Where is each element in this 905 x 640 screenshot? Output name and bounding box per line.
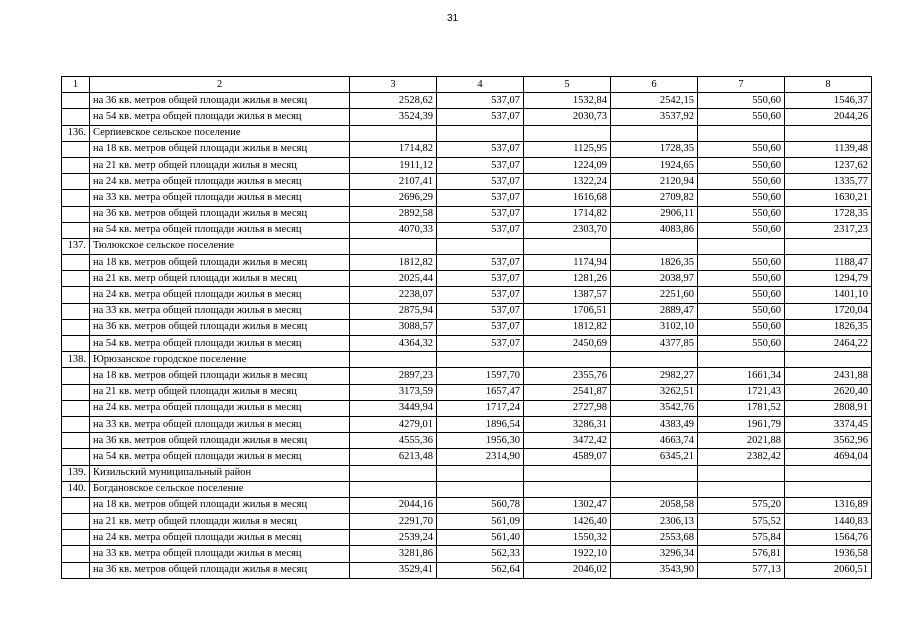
value-cell: 3286,31: [524, 416, 611, 432]
value-cell: [611, 125, 698, 141]
value-cell: 537,07: [437, 206, 524, 222]
value-cell: 550,60: [698, 336, 785, 352]
value-cell: 6213,48: [350, 449, 437, 465]
row-label: на 33 кв. метра общей площади жилья в месяц: [90, 190, 350, 206]
value-cell: 2120,94: [611, 174, 698, 190]
row-label: Кизильский муниципальный район: [90, 465, 350, 481]
row-number: 137.: [62, 238, 90, 254]
value-cell: 2539,24: [350, 530, 437, 546]
value-cell: 3562,96: [785, 433, 872, 449]
column-number: 1: [62, 77, 90, 93]
value-cell: [437, 481, 524, 497]
value-cell: 1812,82: [350, 255, 437, 271]
value-cell: 1426,40: [524, 514, 611, 530]
table-row: [62, 352, 872, 368]
row-number: [62, 190, 90, 206]
value-cell: 550,60: [698, 319, 785, 335]
value-cell: 1728,35: [611, 141, 698, 157]
value-cell: 1922,10: [524, 546, 611, 562]
table-row: [62, 336, 872, 352]
value-cell: 561,09: [437, 514, 524, 530]
value-cell: 2528,62: [350, 93, 437, 109]
value-cell: 1139,48: [785, 141, 872, 157]
value-cell: 2060,51: [785, 562, 872, 578]
value-cell: 1237,62: [785, 157, 872, 173]
value-cell: 2021,88: [698, 433, 785, 449]
row-number: [62, 174, 90, 190]
value-cell: 3543,90: [611, 562, 698, 578]
value-cell: 1936,58: [785, 546, 872, 562]
table-row: [62, 465, 872, 481]
table-row: [62, 125, 872, 141]
row-label: на 36 кв. метров общей площади жилья в месяц: [90, 93, 350, 109]
value-cell: 1911,12: [350, 157, 437, 173]
value-cell: 1281,26: [524, 271, 611, 287]
row-number: [62, 562, 90, 578]
value-cell: 4279,01: [350, 416, 437, 432]
value-cell: 2875,94: [350, 303, 437, 319]
value-cell: [350, 465, 437, 481]
value-cell: 3524,39: [350, 109, 437, 125]
value-cell: [524, 465, 611, 481]
table-row: [62, 368, 872, 384]
value-cell: 2696,29: [350, 190, 437, 206]
value-cell: [698, 465, 785, 481]
value-cell: 1616,68: [524, 190, 611, 206]
value-cell: 2553,68: [611, 530, 698, 546]
value-cell: 2046,02: [524, 562, 611, 578]
value-cell: 550,60: [698, 206, 785, 222]
row-number: 139.: [62, 465, 90, 481]
value-cell: 1335,77: [785, 174, 872, 190]
value-cell: 1720,04: [785, 303, 872, 319]
table-row: [62, 514, 872, 530]
value-cell: 537,07: [437, 271, 524, 287]
value-cell: 537,07: [437, 319, 524, 335]
row-number: [62, 255, 90, 271]
column-number: 4: [437, 77, 524, 93]
row-number: 140.: [62, 481, 90, 497]
value-cell: 2464,22: [785, 336, 872, 352]
row-label: на 21 кв. метр общей площади жилья в месяц: [90, 271, 350, 287]
value-cell: 2355,76: [524, 368, 611, 384]
row-label: на 54 кв. метра общей площади жилья в месяц: [90, 109, 350, 125]
row-label: на 21 кв. метр общей площади жилья в месяц: [90, 514, 350, 530]
value-cell: 537,07: [437, 287, 524, 303]
value-cell: 1322,24: [524, 174, 611, 190]
value-cell: [350, 238, 437, 254]
value-cell: 1532,84: [524, 93, 611, 109]
value-cell: [524, 238, 611, 254]
value-cell: 3449,94: [350, 400, 437, 416]
value-cell: 4694,04: [785, 449, 872, 465]
row-number: [62, 400, 90, 416]
value-cell: 2251,60: [611, 287, 698, 303]
value-cell: 3374,45: [785, 416, 872, 432]
row-label: на 18 кв. метров общей площади жилья в месяц: [90, 255, 350, 271]
value-cell: [524, 125, 611, 141]
value-cell: 1961,79: [698, 416, 785, 432]
table-row: [62, 562, 872, 578]
row-label: Тюлюкское сельское поселение: [90, 238, 350, 254]
table-row: [62, 384, 872, 400]
value-cell: 1714,82: [350, 141, 437, 157]
value-cell: 1224,09: [524, 157, 611, 173]
value-cell: 3529,41: [350, 562, 437, 578]
row-number: [62, 530, 90, 546]
table-row: [62, 255, 872, 271]
value-cell: 560,78: [437, 497, 524, 513]
value-cell: [698, 481, 785, 497]
value-cell: 550,60: [698, 141, 785, 157]
table-row: [62, 206, 872, 222]
row-label: Юрюзанское городское поселение: [90, 352, 350, 368]
value-cell: 3102,10: [611, 319, 698, 335]
value-cell: 1546,37: [785, 93, 872, 109]
value-cell: 550,60: [698, 190, 785, 206]
value-cell: 2291,70: [350, 514, 437, 530]
value-cell: 2808,91: [785, 400, 872, 416]
value-cell: 3088,57: [350, 319, 437, 335]
value-cell: [437, 352, 524, 368]
row-label: на 24 кв. метра общей площади жилья в месяц: [90, 174, 350, 190]
value-cell: 2306,13: [611, 514, 698, 530]
value-cell: 2897,23: [350, 368, 437, 384]
value-cell: 1125,95: [524, 141, 611, 157]
value-cell: 2025,44: [350, 271, 437, 287]
row-label: на 36 кв. метров общей площади жилья в месяц: [90, 206, 350, 222]
row-label: на 54 кв. метра общей площади жилья в месяц: [90, 336, 350, 352]
value-cell: 1826,35: [611, 255, 698, 271]
value-cell: 550,60: [698, 287, 785, 303]
row-number: [62, 416, 90, 432]
value-cell: 3537,92: [611, 109, 698, 125]
value-cell: 2382,42: [698, 449, 785, 465]
value-cell: 537,07: [437, 93, 524, 109]
value-cell: 537,07: [437, 109, 524, 125]
row-number: [62, 222, 90, 238]
value-cell: [524, 352, 611, 368]
value-cell: [437, 238, 524, 254]
row-label: на 24 кв. метра общей площади жилья в месяц: [90, 400, 350, 416]
value-cell: 2314,90: [437, 449, 524, 465]
page-number: 31: [446, 13, 459, 24]
value-cell: [437, 465, 524, 481]
column-number: 3: [350, 77, 437, 93]
value-cell: 537,07: [437, 336, 524, 352]
value-cell: [785, 238, 872, 254]
value-cell: 2044,26: [785, 109, 872, 125]
value-cell: [785, 465, 872, 481]
value-cell: 537,07: [437, 174, 524, 190]
row-label: на 18 кв. метров общей площади жилья в месяц: [90, 497, 350, 513]
value-cell: 575,20: [698, 497, 785, 513]
value-cell: 1440,83: [785, 514, 872, 530]
value-cell: 2431,88: [785, 368, 872, 384]
row-number: [62, 433, 90, 449]
value-cell: 3542,76: [611, 400, 698, 416]
value-cell: 537,07: [437, 255, 524, 271]
table-row: [62, 109, 872, 125]
row-number: [62, 206, 90, 222]
value-cell: 576,81: [698, 546, 785, 562]
value-cell: 1721,43: [698, 384, 785, 400]
table-row: [62, 481, 872, 497]
value-cell: 2709,82: [611, 190, 698, 206]
value-cell: [611, 352, 698, 368]
table-body: [62, 93, 872, 579]
value-cell: 550,60: [698, 157, 785, 173]
value-cell: 4083,86: [611, 222, 698, 238]
value-cell: 1657,47: [437, 384, 524, 400]
value-cell: 550,60: [698, 93, 785, 109]
value-cell: 550,60: [698, 255, 785, 271]
value-cell: 3472,42: [524, 433, 611, 449]
value-cell: [350, 352, 437, 368]
row-number: [62, 303, 90, 319]
value-cell: 2317,23: [785, 222, 872, 238]
row-label: на 36 кв. метров общей площади жилья в месяц: [90, 433, 350, 449]
value-cell: 4589,07: [524, 449, 611, 465]
value-cell: 1896,54: [437, 416, 524, 432]
value-cell: 2906,11: [611, 206, 698, 222]
value-cell: 3296,34: [611, 546, 698, 562]
row-label: на 18 кв. метров общей площади жилья в месяц: [90, 368, 350, 384]
table-row: [62, 238, 872, 254]
value-cell: 1661,34: [698, 368, 785, 384]
value-cell: 1174,94: [524, 255, 611, 271]
value-cell: 550,60: [698, 109, 785, 125]
value-cell: 2044,16: [350, 497, 437, 513]
row-label: на 36 кв. метров общей площади жилья в месяц: [90, 562, 350, 578]
value-cell: 1728,35: [785, 206, 872, 222]
table-row: [62, 287, 872, 303]
value-cell: [698, 238, 785, 254]
value-cell: 2892,58: [350, 206, 437, 222]
table-row: [62, 433, 872, 449]
row-number: [62, 449, 90, 465]
value-cell: 2450,69: [524, 336, 611, 352]
row-number: [62, 141, 90, 157]
value-cell: 2620,40: [785, 384, 872, 400]
value-cell: [611, 481, 698, 497]
value-cell: 537,07: [437, 222, 524, 238]
value-cell: [785, 481, 872, 497]
value-cell: 550,60: [698, 303, 785, 319]
value-cell: [437, 125, 524, 141]
tariff-table: [61, 76, 872, 579]
row-number: 136.: [62, 125, 90, 141]
value-cell: 1564,76: [785, 530, 872, 546]
table-row: [62, 319, 872, 335]
value-cell: 1717,24: [437, 400, 524, 416]
value-cell: [785, 352, 872, 368]
row-number: [62, 157, 90, 173]
row-number: [62, 384, 90, 400]
row-label: на 33 кв. метра общей площади жилья в месяц: [90, 416, 350, 432]
row-number: [62, 336, 90, 352]
value-cell: 1188,47: [785, 255, 872, 271]
value-cell: 537,07: [437, 190, 524, 206]
row-label: на 21 кв. метр общей площади жилья в месяц: [90, 157, 350, 173]
row-number: [62, 497, 90, 513]
value-cell: 575,52: [698, 514, 785, 530]
row-number: [62, 271, 90, 287]
value-cell: 2727,98: [524, 400, 611, 416]
value-cell: 1630,21: [785, 190, 872, 206]
value-cell: 550,60: [698, 222, 785, 238]
row-label: на 24 кв. метра общей площади жилья в месяц: [90, 530, 350, 546]
value-cell: 1706,51: [524, 303, 611, 319]
row-label: на 54 кв. метра общей площади жилья в месяц: [90, 449, 350, 465]
row-label: Богдановское сельское поселение: [90, 481, 350, 497]
column-number: 7: [698, 77, 785, 93]
value-cell: 1294,79: [785, 271, 872, 287]
value-cell: 4383,49: [611, 416, 698, 432]
row-number: [62, 93, 90, 109]
row-label: на 21 кв. метр общей площади жилья в месяц: [90, 384, 350, 400]
table-row: [62, 449, 872, 465]
row-label: на 33 кв. метра общей площади жилья в месяц: [90, 303, 350, 319]
value-cell: 6345,21: [611, 449, 698, 465]
value-cell: 1302,47: [524, 497, 611, 513]
table-row: [62, 400, 872, 416]
value-cell: 1714,82: [524, 206, 611, 222]
value-cell: 2982,27: [611, 368, 698, 384]
column-number: 8: [785, 77, 872, 93]
table-row: [62, 174, 872, 190]
value-cell: [698, 125, 785, 141]
row-number: [62, 109, 90, 125]
row-number: 138.: [62, 352, 90, 368]
value-cell: 2541,87: [524, 384, 611, 400]
row-number: [62, 319, 90, 335]
value-cell: 562,64: [437, 562, 524, 578]
column-number: 2: [90, 77, 350, 93]
value-cell: 562,33: [437, 546, 524, 562]
value-cell: 4663,74: [611, 433, 698, 449]
row-label: на 54 кв. метра общей площади жилья в месяц: [90, 222, 350, 238]
value-cell: 4377,85: [611, 336, 698, 352]
value-cell: 4555,36: [350, 433, 437, 449]
value-cell: [698, 352, 785, 368]
table-row: [62, 530, 872, 546]
value-cell: 1956,30: [437, 433, 524, 449]
value-cell: 2889,47: [611, 303, 698, 319]
value-cell: 537,07: [437, 157, 524, 173]
row-label: на 33 кв. метра общей площади жилья в месяц: [90, 546, 350, 562]
column-number: 5: [524, 77, 611, 93]
table-row: [62, 93, 872, 109]
value-cell: 550,60: [698, 271, 785, 287]
value-cell: 1781,52: [698, 400, 785, 416]
row-label: на 18 кв. метров общей площади жилья в месяц: [90, 141, 350, 157]
value-cell: 3173,59: [350, 384, 437, 400]
value-cell: 537,07: [437, 303, 524, 319]
value-cell: [350, 481, 437, 497]
row-number: [62, 546, 90, 562]
value-cell: 3262,51: [611, 384, 698, 400]
row-label: Серпиевское сельское поселение: [90, 125, 350, 141]
table-row: [62, 222, 872, 238]
value-cell: 3281,86: [350, 546, 437, 562]
value-cell: [611, 238, 698, 254]
table-row: [62, 157, 872, 173]
row-number: [62, 368, 90, 384]
value-cell: [611, 465, 698, 481]
value-cell: 1387,57: [524, 287, 611, 303]
row-label: на 36 кв. метров общей площади жилья в месяц: [90, 319, 350, 335]
table-row: [62, 271, 872, 287]
value-cell: 561,40: [437, 530, 524, 546]
value-cell: 537,07: [437, 141, 524, 157]
column-number-row: [62, 77, 872, 93]
value-cell: 4364,32: [350, 336, 437, 352]
value-cell: 577,13: [698, 562, 785, 578]
table-row: [62, 190, 872, 206]
value-cell: 1597,70: [437, 368, 524, 384]
value-cell: 575,84: [698, 530, 785, 546]
value-cell: 1401,10: [785, 287, 872, 303]
value-cell: 550,60: [698, 174, 785, 190]
value-cell: 2107,41: [350, 174, 437, 190]
value-cell: 1812,82: [524, 319, 611, 335]
value-cell: [524, 481, 611, 497]
value-cell: 2038,97: [611, 271, 698, 287]
table-row: [62, 546, 872, 562]
value-cell: 4070,33: [350, 222, 437, 238]
column-number: 6: [611, 77, 698, 93]
value-cell: 1316,89: [785, 497, 872, 513]
value-cell: 1826,35: [785, 319, 872, 335]
row-label: на 24 кв. метра общей площади жилья в месяц: [90, 287, 350, 303]
value-cell: 1924,65: [611, 157, 698, 173]
table-row: [62, 497, 872, 513]
table-row: [62, 416, 872, 432]
value-cell: [350, 125, 437, 141]
row-number: [62, 514, 90, 530]
value-cell: 2030,73: [524, 109, 611, 125]
value-cell: [785, 125, 872, 141]
value-cell: 2542,15: [611, 93, 698, 109]
value-cell: 1550,32: [524, 530, 611, 546]
row-number: [62, 287, 90, 303]
table-row: [62, 303, 872, 319]
value-cell: 2238,07: [350, 287, 437, 303]
table-row: [62, 141, 872, 157]
value-cell: 2303,70: [524, 222, 611, 238]
value-cell: 2058,58: [611, 497, 698, 513]
